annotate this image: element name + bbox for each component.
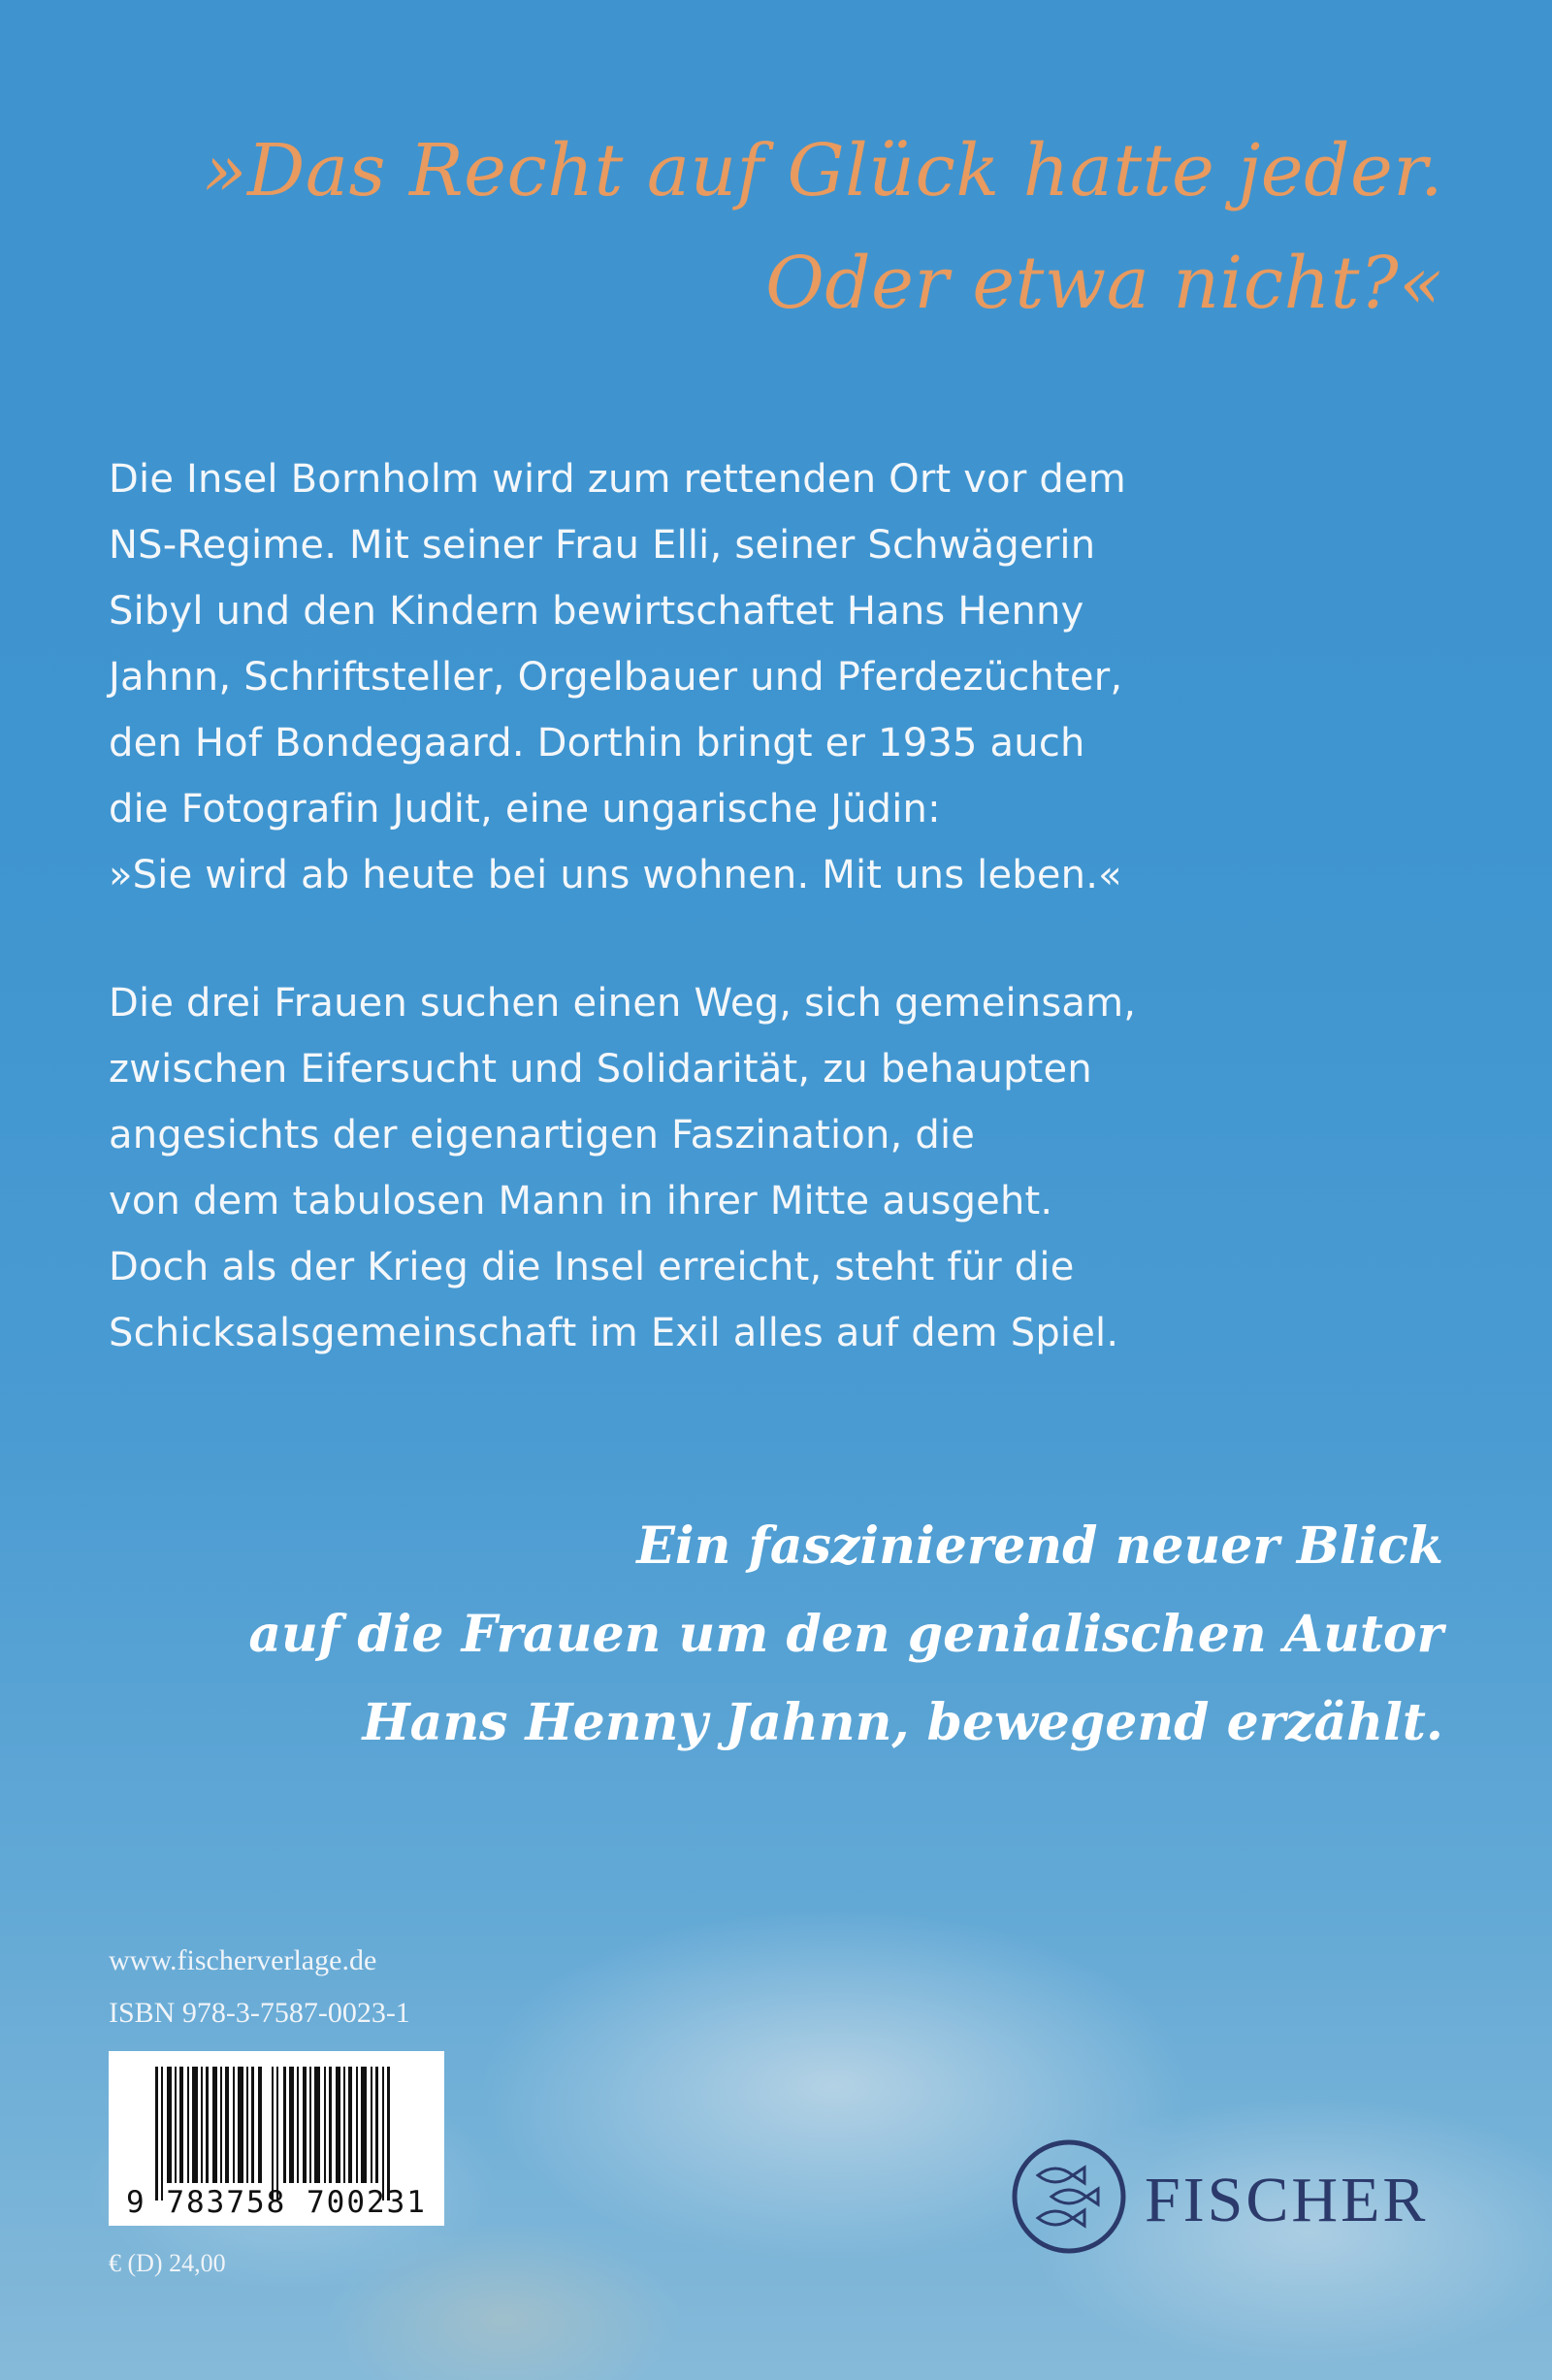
blurb-line: angesichts der eigenartigen Faszination, die — [109, 1113, 976, 1157]
blurb-line: Doch als der Krieg die Insel erreicht, steht für die — [109, 1245, 1075, 1289]
website-url: www.fischerverlage.de — [109, 1944, 377, 1976]
blurb-line: »Sie wird ab heute bei uns wohnen. Mit uns leben.« — [109, 853, 1122, 897]
price-label: € (D) 24,00 — [109, 2249, 226, 2277]
tagline-line: Ein faszinierend neuer Blick — [636, 1516, 1443, 1576]
headline-line-1: »Das Recht auf Glück hatte jeder. — [203, 129, 1443, 212]
blurb-line: die Fotografin Judit, eine ungarische Jüdin: — [109, 787, 941, 831]
headline-quote — [105, 114, 1443, 340]
blurb-line: Die drei Frauen suchen einen Weg, sich gemeinsam, — [109, 981, 1137, 1026]
fish-circle-icon — [1009, 2136, 1129, 2257]
blurb-line: NS-Regime. Mit seiner Frau Elli, seiner Schwägerin — [109, 523, 1096, 568]
barcode-number: 9 783758 700231 — [126, 2185, 427, 2220]
publisher-name: FISCHER — [1145, 2165, 1429, 2235]
blurb-line: Die Insel Bornholm wird zum rettenden Ort vor dem — [109, 457, 1126, 502]
isbn-label: ISBN 978-3-7587-0023-1 — [109, 1997, 410, 2029]
barcode — [109, 2051, 444, 2226]
tagline — [182, 1502, 1443, 1767]
blurb-line: zwischen Eifersucht und Solidarität, zu behaupten — [109, 1047, 1092, 1092]
blurb-line: Jahnn, Schriftsteller, Orgelbauer und Pferdezüchter, — [109, 655, 1123, 700]
blurb-paragraph-1 — [109, 446, 1273, 908]
publisher-logo — [1009, 2142, 1445, 2249]
blurb-line: Sibyl und den Kindern bewirtschaftet Hans Henny — [109, 589, 1084, 634]
blurb-line: Schicksalsgemeinschaft im Exil alles auf dem Spiel. — [109, 1311, 1119, 1355]
tagline-line: Hans Henny Jahnn, bewegend erzählt. — [362, 1693, 1443, 1752]
headline-line-2: Oder etwa nicht?« — [765, 242, 1443, 325]
blurb-line: von dem tabulosen Mann in ihrer Mitte ausgeht. — [109, 1179, 1053, 1223]
tagline-line: auf die Frauen um den genialischen Autor — [248, 1605, 1443, 1664]
blurb-paragraph-2 — [109, 970, 1273, 1366]
blurb-line: den Hof Bondegaard. Dorthin bringt er 1935 auch — [109, 721, 1085, 766]
